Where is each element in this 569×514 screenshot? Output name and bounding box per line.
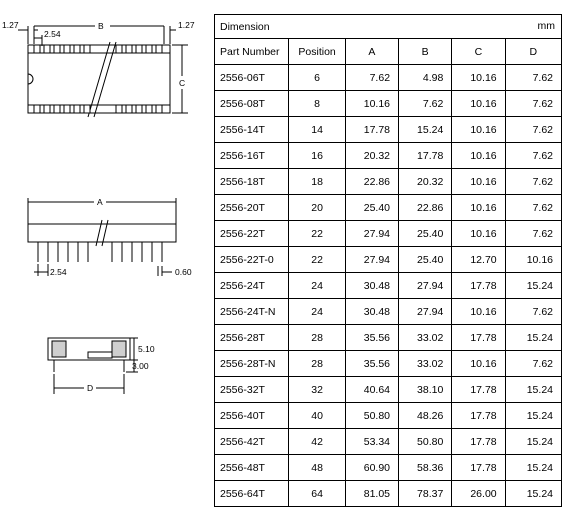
cell-b: 58.36 <box>399 455 452 481</box>
table-header-row <box>215 39 562 65</box>
cell-d: 7.62 <box>505 351 561 377</box>
cell-c: 17.78 <box>452 403 505 429</box>
cell-c: 10.16 <box>452 351 505 377</box>
cell-c: 10.16 <box>452 221 505 247</box>
cell-a: 7.62 <box>345 65 398 91</box>
cell-a: 53.34 <box>345 429 398 455</box>
cell-c: 17.78 <box>452 429 505 455</box>
cell-position: 28 <box>289 351 345 377</box>
cell-a: 17.78 <box>345 117 398 143</box>
cell-position: 8 <box>289 91 345 117</box>
table-title: Dimension <box>220 20 270 33</box>
side-pitch-label: 2.54 <box>50 267 67 277</box>
table-row <box>215 455 562 481</box>
table-row <box>215 221 562 247</box>
cell-d: 7.62 <box>505 65 561 91</box>
cell-part-number: 2556-14T <box>215 117 289 143</box>
cell-position: 64 <box>289 481 345 507</box>
cell-part-number: 2556-42T <box>215 429 289 455</box>
cell-part-number: 2556-24T <box>215 273 289 299</box>
cell-a: 35.56 <box>345 351 398 377</box>
header-a: A <box>345 39 398 65</box>
cell-d: 7.62 <box>505 91 561 117</box>
cell-part-number: 2556-48T <box>215 455 289 481</box>
cell-d: 7.62 <box>505 117 561 143</box>
cell-position: 18 <box>289 169 345 195</box>
top-width-label: C <box>179 78 186 88</box>
cell-b: 15.24 <box>399 117 452 143</box>
cell-c: 10.16 <box>452 117 505 143</box>
cell-c: 10.16 <box>452 91 505 117</box>
top-edge-right-label: 1.27 <box>178 20 195 30</box>
cell-a: 35.56 <box>345 325 398 351</box>
cell-position: 24 <box>289 273 345 299</box>
cell-c: 10.16 <box>452 195 505 221</box>
cell-part-number: 2556-18T <box>215 169 289 195</box>
cell-part-number: 2556-16T <box>215 143 289 169</box>
cell-d: 15.24 <box>505 429 561 455</box>
cell-c: 17.78 <box>452 273 505 299</box>
cell-c: 10.16 <box>452 143 505 169</box>
cell-part-number: 2556-28T <box>215 325 289 351</box>
cell-part-number: 2556-40T <box>215 403 289 429</box>
drawing-canvas <box>0 0 212 514</box>
cell-c: 12.70 <box>452 247 505 273</box>
cell-b: 33.02 <box>399 351 452 377</box>
cell-a: 27.94 <box>345 221 398 247</box>
cell-part-number: 2556-22T-0 <box>215 247 289 273</box>
top-pitch-label: 2.54 <box>44 29 61 39</box>
cell-b: 78.37 <box>399 481 452 507</box>
cell-position: 22 <box>289 221 345 247</box>
table-unit: mm <box>537 20 555 32</box>
cell-d: 10.16 <box>505 247 561 273</box>
cell-d: 15.24 <box>505 403 561 429</box>
side-pin-width-label: 0.60 <box>175 267 192 277</box>
cell-position: 28 <box>289 325 345 351</box>
cell-position: 14 <box>289 117 345 143</box>
cell-d: 15.24 <box>505 273 561 299</box>
table-row <box>215 377 562 403</box>
cell-a: 40.64 <box>345 377 398 403</box>
top-length-label: B <box>98 21 104 31</box>
cell-a: 20.32 <box>345 143 398 169</box>
cell-b: 33.02 <box>399 325 452 351</box>
cell-d: 15.24 <box>505 325 561 351</box>
top-edge-left-label: 1.27 <box>2 20 19 30</box>
cell-d: 7.62 <box>505 195 561 221</box>
cell-b: 7.62 <box>399 91 452 117</box>
table-row <box>215 117 562 143</box>
cell-c: 26.00 <box>452 481 505 507</box>
cell-d: 15.24 <box>505 481 561 507</box>
cell-b: 4.98 <box>399 65 452 91</box>
cell-position: 6 <box>289 65 345 91</box>
cell-c: 10.16 <box>452 299 505 325</box>
table-row <box>215 351 562 377</box>
header-part-number: Part Number <box>215 39 289 65</box>
header-d: D <box>505 39 561 65</box>
end-pin-length-label: 3.00 <box>132 361 149 371</box>
header-position: Position <box>289 39 345 65</box>
cell-part-number: 2556-20T <box>215 195 289 221</box>
cell-a: 27.94 <box>345 247 398 273</box>
cell-b: 27.94 <box>399 273 452 299</box>
cell-c: 17.78 <box>452 455 505 481</box>
dimension-table <box>214 14 562 507</box>
side-length-label: A <box>97 197 103 207</box>
cell-position: 48 <box>289 455 345 481</box>
cell-b: 25.40 <box>399 247 452 273</box>
table-row <box>215 481 562 507</box>
end-height-label: 5.10 <box>138 344 155 354</box>
side-view-drawing <box>28 198 176 276</box>
cell-position: 20 <box>289 195 345 221</box>
cell-c: 10.16 <box>452 65 505 91</box>
end-width-label: D <box>87 383 94 393</box>
table-row <box>215 429 562 455</box>
table-title-cell <box>215 15 562 39</box>
cell-a: 81.05 <box>345 481 398 507</box>
cell-position: 32 <box>289 377 345 403</box>
cell-part-number: 2556-64T <box>215 481 289 507</box>
cell-a: 22.86 <box>345 169 398 195</box>
cell-b: 20.32 <box>399 169 452 195</box>
cell-d: 7.62 <box>505 143 561 169</box>
cell-d: 15.24 <box>505 377 561 403</box>
top-view-drawing <box>18 26 188 117</box>
header-c: C <box>452 39 505 65</box>
table-row <box>215 195 562 221</box>
cell-a: 30.48 <box>345 299 398 325</box>
table-row <box>215 247 562 273</box>
cell-part-number: 2556-28T-N <box>215 351 289 377</box>
cell-part-number: 2556-22T <box>215 221 289 247</box>
table-title-row <box>215 15 562 39</box>
cell-a: 30.48 <box>345 273 398 299</box>
cell-a: 60.90 <box>345 455 398 481</box>
cell-c: 10.16 <box>452 169 505 195</box>
table-row <box>215 403 562 429</box>
cell-a: 25.40 <box>345 195 398 221</box>
cell-d: 7.62 <box>505 221 561 247</box>
cell-position: 22 <box>289 247 345 273</box>
cell-position: 42 <box>289 429 345 455</box>
cell-position: 40 <box>289 403 345 429</box>
table-body <box>215 65 562 507</box>
cell-b: 38.10 <box>399 377 452 403</box>
cell-part-number: 2556-32T <box>215 377 289 403</box>
table-row <box>215 91 562 117</box>
cell-part-number: 2556-24T-N <box>215 299 289 325</box>
cell-c: 17.78 <box>452 325 505 351</box>
cell-a: 50.80 <box>345 403 398 429</box>
cell-c: 17.78 <box>452 377 505 403</box>
cell-b: 50.80 <box>399 429 452 455</box>
table-row <box>215 325 562 351</box>
cell-d: 7.62 <box>505 169 561 195</box>
cell-b: 22.86 <box>399 195 452 221</box>
table-row <box>215 299 562 325</box>
cell-part-number: 2556-08T <box>215 91 289 117</box>
cell-d: 7.62 <box>505 299 561 325</box>
cell-a: 10.16 <box>345 91 398 117</box>
technical-drawings <box>0 0 212 514</box>
table-row <box>215 65 562 91</box>
cell-b: 25.40 <box>399 221 452 247</box>
cell-position: 24 <box>289 299 345 325</box>
table-row <box>215 169 562 195</box>
cell-b: 17.78 <box>399 143 452 169</box>
cell-d: 15.24 <box>505 455 561 481</box>
cell-part-number: 2556-06T <box>215 65 289 91</box>
cell-b: 27.94 <box>399 299 452 325</box>
table-row <box>215 273 562 299</box>
cell-position: 16 <box>289 143 345 169</box>
header-b: B <box>399 39 452 65</box>
table-row <box>215 143 562 169</box>
cell-b: 48.26 <box>399 403 452 429</box>
